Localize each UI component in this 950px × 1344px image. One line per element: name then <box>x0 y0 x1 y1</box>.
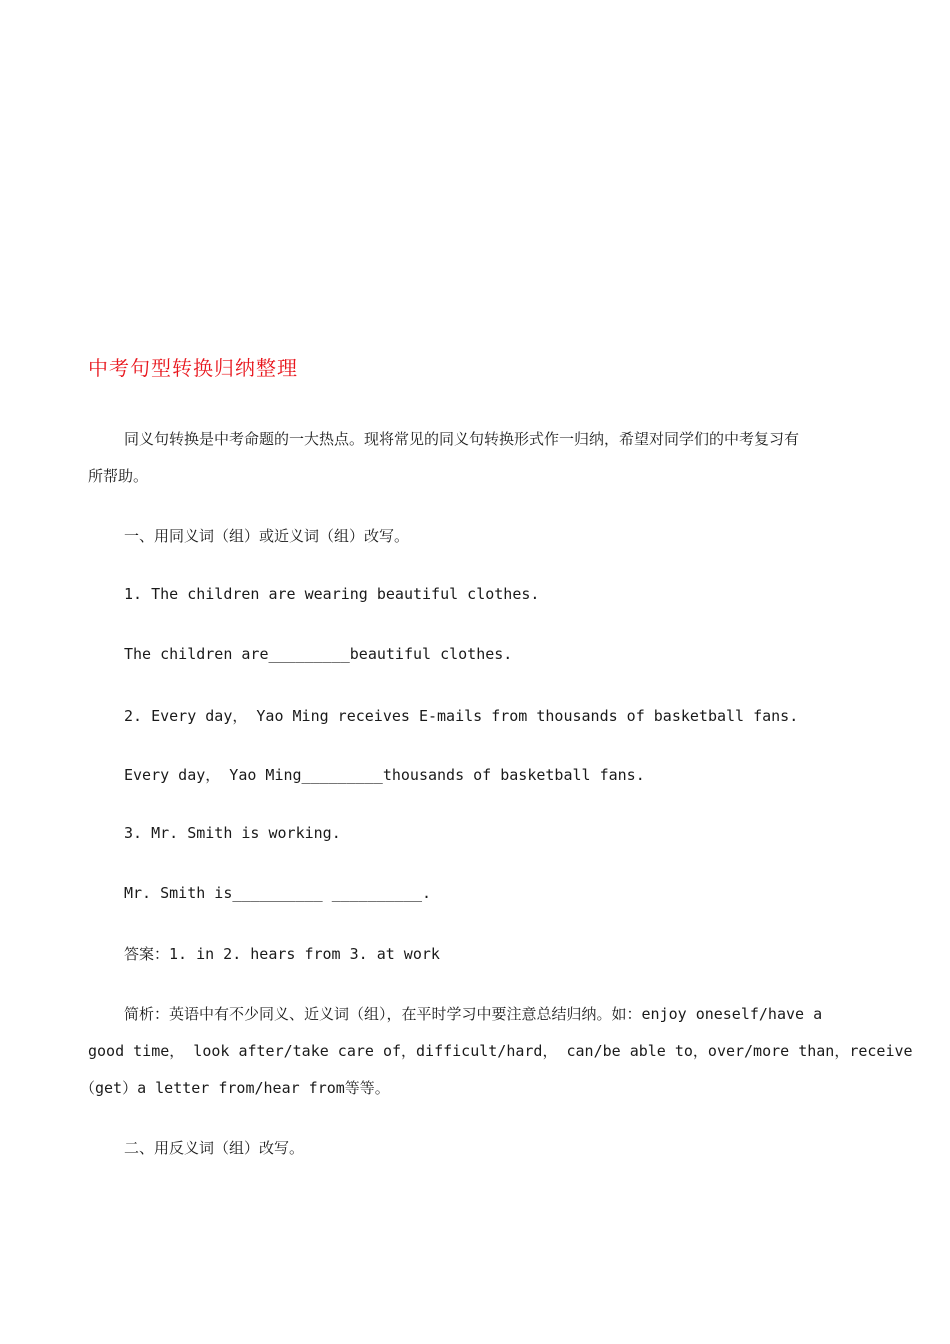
question-3: 3. Mr. Smith is working. <box>124 824 341 842</box>
section-2-heading: 二、用反义词（组）改写。 <box>124 1139 305 1157</box>
question-2: 2. Every day， Yao Ming receives E-mails from thousands of basketball fans. <box>124 707 799 725</box>
intro-line-2: 所帮助。 <box>88 467 149 485</box>
intro-line-1: 同义句转换是中考命题的一大热点。现将常见的同义句转换形式作一归纳，希望对同学们的中考复习有 <box>124 430 800 448</box>
analysis-line-1: 简析：英语中有不少同义、近义词（组），在平时学习中要注意总结归纳。如：enjoy oneself/have a <box>124 1005 823 1023</box>
question-1-blank: The children are_________beautiful clothes. <box>124 645 513 663</box>
analysis-line-3: （get）a letter from/hear from等等。 <box>80 1079 390 1097</box>
document-title: 中考句型转换归纳整理 <box>88 356 298 380</box>
answer-line: 答案：1. in 2. hears from 3. at work <box>124 945 440 963</box>
section-1-heading: 一、用同义词（组）或近义词（组）改写。 <box>124 527 410 545</box>
question-1: 1. The children are wearing beautiful clothes. <box>124 585 540 603</box>
question-2-blank: Every day， Yao Ming_________thousands of basketball fans. <box>124 766 645 784</box>
question-3-blank: Mr. Smith is__________ __________. <box>124 884 432 902</box>
analysis-line-2: good time， look after/take care of，difficult/hard， can/be able to，over/more than，receive <box>88 1042 913 1060</box>
